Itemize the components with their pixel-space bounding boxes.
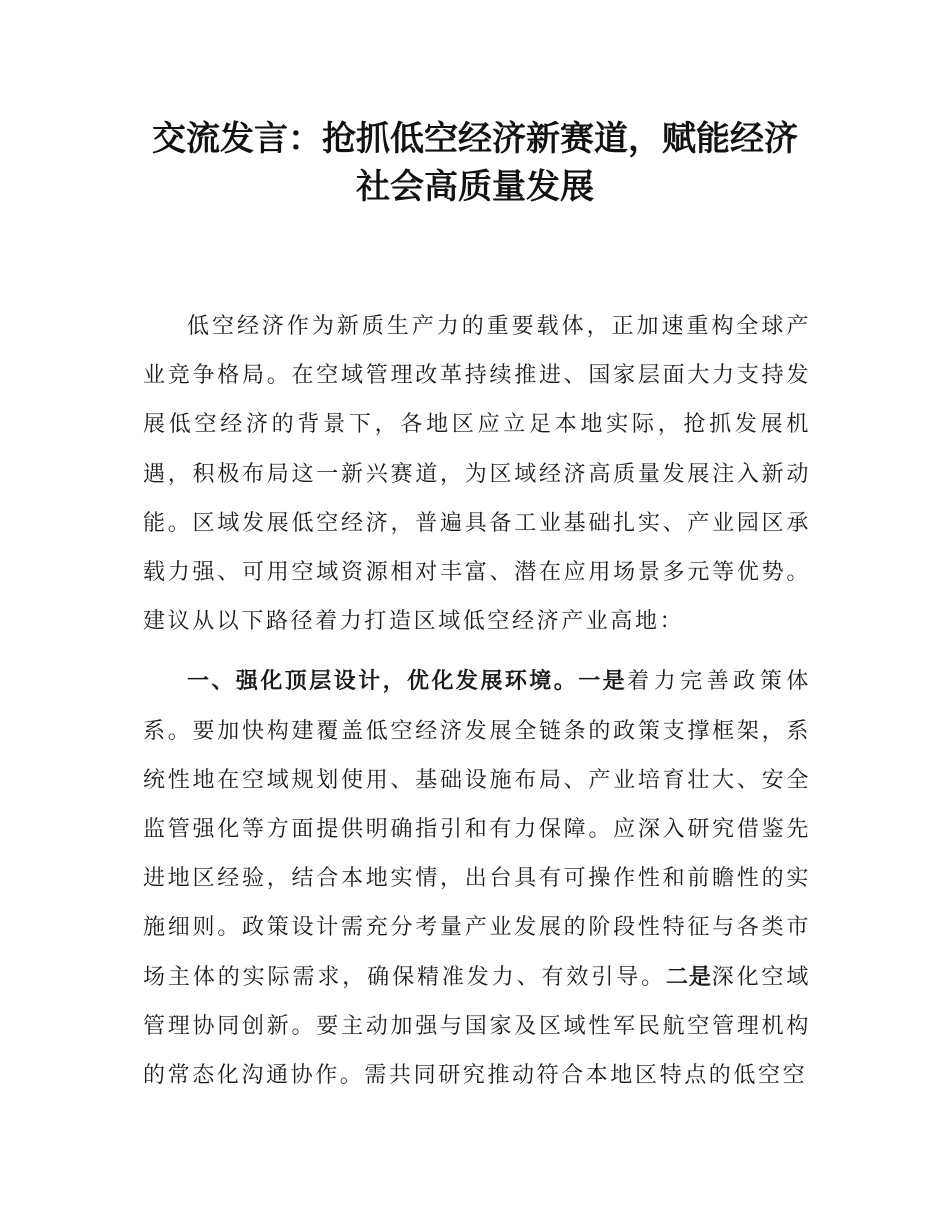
title-line-1: 交流发言：抢抓低空经济新赛道，赋能经济	[152, 119, 798, 159]
point-1-text: 着力完善政策体系。要加快构建覆盖低空经济发展全链条的政策支撑框架，系统性地在空域规划使用、基础设施布局、产业培育壮大、安全监管强化等方面提供明确指引和有力保障。应深入研究借鉴先进地区经验，结合本地实情，出台具有可操作性和前瞻性的实施细则。政策设计需充分考量产业发展的阶段性特征与各类市场主体的实际需求，确保精准发力、有效引导。	[143, 669, 811, 990]
intro-paragraph: 低空经济作为新质生产力的重要载体，正加速重构全球产业竞争格局。在空域管理改革持续推进、国家层面大力支持发展低空经济的背景下，各地区应立足本地实际，抢抓发展机遇，积极布局这一新兴赛道，为区域经济高质量发展注入新动能。区域发展低空经济，普遍具备工业基础扎实、产业园区承载力强、可用空域资源相对丰富、潜在应用场景多元等优势。建议从以下路径着力打造区域低空经济产业高地：	[143, 314, 811, 635]
title-line-2: 社会高质量发展	[356, 167, 594, 207]
point-1-marker: 一是	[578, 669, 628, 695]
document-body	[143, 302, 811, 1100]
point-2-marker: 二是	[666, 964, 712, 990]
point-2-text: 深化空域管理协同创新。要主动加强与国家及区域性军民航空管理机构的常态化沟通协作。需共同研究推动符合本地区特点的低空空	[143, 964, 811, 1089]
document-title	[0, 115, 950, 211]
section-1-heading: 一、强化顶层设计，优化发展环境。	[187, 669, 579, 695]
section-1-paragraph	[143, 657, 811, 1100]
